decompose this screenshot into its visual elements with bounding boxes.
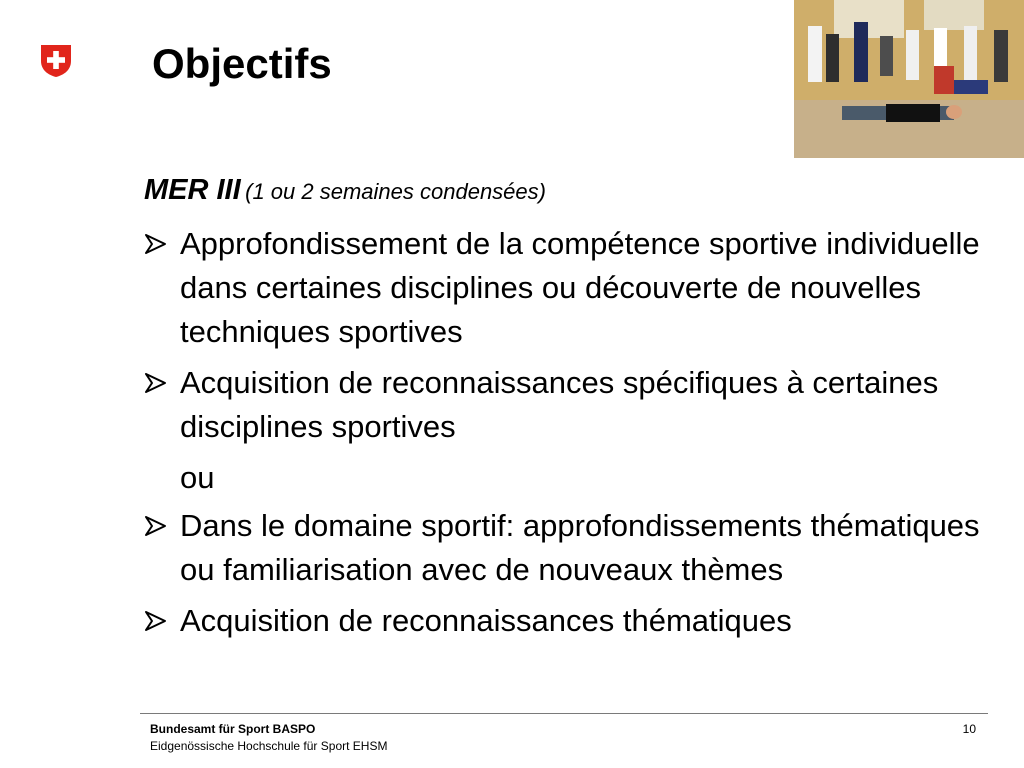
photo-person (934, 66, 954, 94)
list-item (142, 222, 1002, 354)
photo-person (880, 36, 893, 76)
connector-word: ou (180, 460, 215, 495)
subheading-note: (1 ou 2 semaines condensées) (245, 179, 546, 204)
photo-person (906, 30, 919, 80)
photo-window (924, 0, 984, 30)
footer-organization: Bundesamt für Sport BASPO (150, 722, 316, 736)
footer-school: Eidgenössische Hochschule für Sport EHSM (150, 739, 388, 753)
photo-person (826, 34, 839, 82)
photo-person (808, 26, 822, 82)
footer-divider (140, 713, 988, 714)
subheading (144, 174, 546, 207)
photo-person (854, 22, 868, 82)
photo-head (946, 105, 962, 119)
list-item-text: Acquisition de reconnaissances thématiques (180, 603, 792, 638)
list-item (142, 599, 1002, 643)
list-item (142, 504, 1002, 592)
sports-hall-photo (794, 0, 1024, 158)
photo-person (994, 30, 1008, 82)
page-title: Objectifs (152, 40, 332, 87)
arrow-bullet-icon (144, 609, 168, 633)
list-item-text: Approfondissement de la compétence sportive individuelle dans certaines disciplines ou découverte de nouvelles techniques sportives (180, 226, 980, 349)
arrow-bullet-icon (144, 371, 168, 395)
photo-person (964, 26, 977, 80)
arrow-bullet-icon (144, 514, 168, 538)
swiss-cross-shield-icon (40, 44, 72, 78)
page-number: 10 (962, 722, 976, 736)
arrow-bullet-icon (144, 232, 168, 256)
list-item-text: Dans le domaine sportif: approfondissements thématiques ou familiarisation avec de nouveaux thèmes (180, 508, 980, 587)
list-item-text: Acquisition de reconnaissances spécifiques à certaines disciplines sportives (180, 365, 939, 444)
connector-text (142, 456, 1002, 500)
list-item (142, 361, 1002, 449)
cross-horizontal (47, 57, 65, 63)
photo-window (834, 0, 904, 38)
objectives-list (142, 222, 1002, 650)
photo-person (954, 80, 988, 94)
photo-person-lying (886, 104, 940, 122)
subheading-main: MER III (144, 174, 241, 206)
